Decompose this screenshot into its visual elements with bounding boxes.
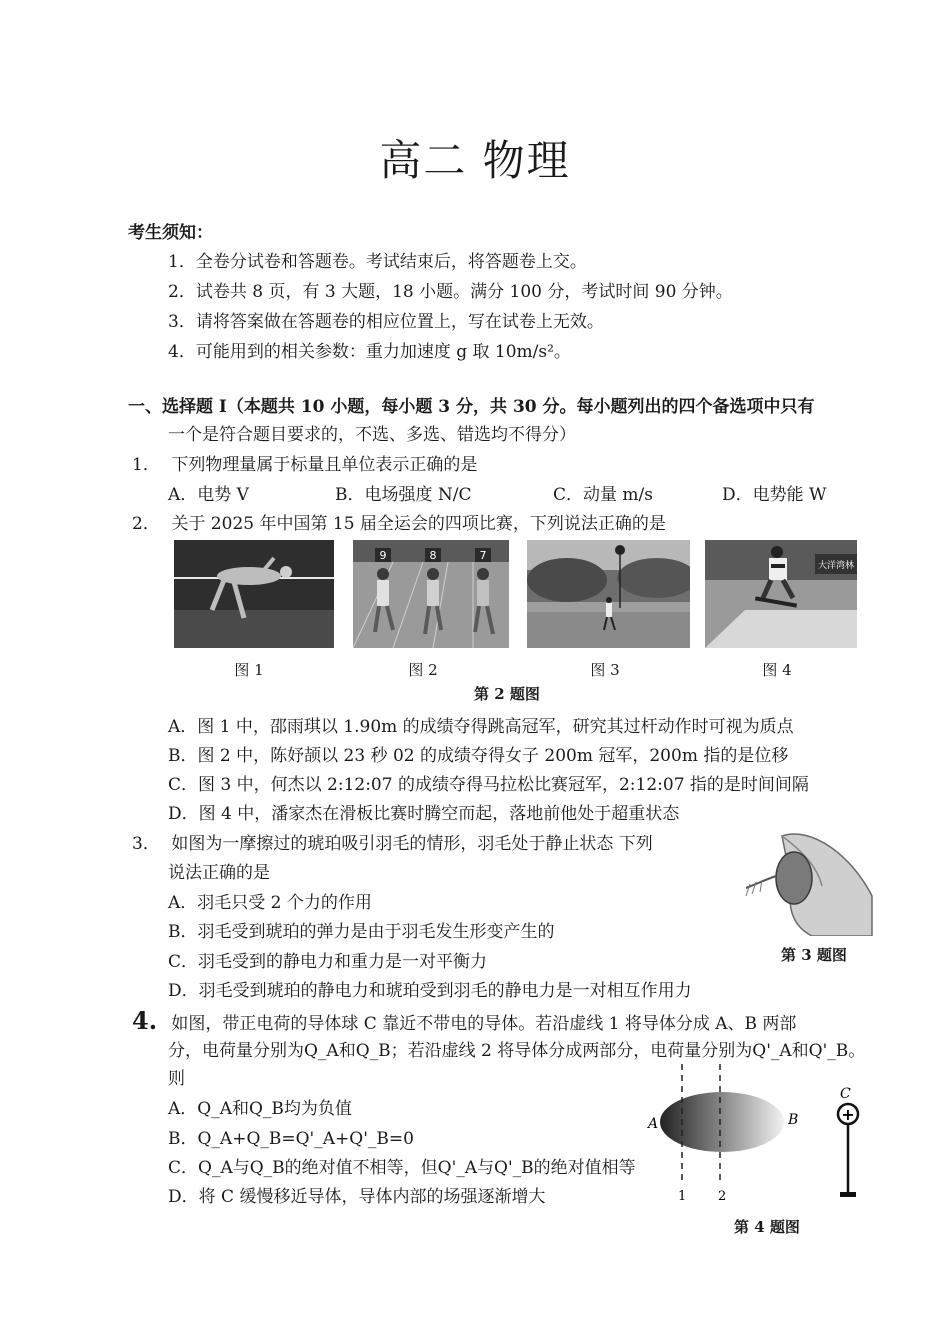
question-4-figure-caption: 第 4 题图 [734, 1218, 800, 1236]
bib-number: 8 [429, 549, 437, 562]
figure-1-high-jump [174, 540, 334, 648]
notice-item-1: 1．全卷分试卷和答题卷。考试结束后，将答题卷上交。 [168, 252, 587, 272]
question-4-stem-line-2: 分，电荷量分别为Q_A和Q_B；若沿虚线 2 将导体分成两部分，电荷量分别为Q'_A和Q'_B。 [168, 1041, 866, 1061]
section-heading-cont: 一个是符合题目要求的，不选、多选、错选均不得分） [168, 425, 576, 445]
banner-text: 大洋湾林 [817, 561, 855, 571]
label-b: B [788, 1112, 799, 1128]
q3-option-a: A．羽毛只受 2 个力的作用 [168, 893, 372, 913]
q3-option-b: B．羽毛受到琥珀的弹力是由于羽毛发生形变产生的 [168, 922, 555, 942]
label-c: C [840, 1086, 851, 1102]
question-number: 3． [132, 834, 160, 854]
bib-number: 9 [379, 549, 387, 562]
notice-item-3: 3．请将答案做在答题卷的相应位置上，写在试卷上无效。 [168, 312, 604, 332]
question-stem: 下列物理量属于标量且单位表示正确的是 [171, 455, 478, 475]
q1-option-b: B．电场强度 N/C [335, 485, 472, 505]
section-heading [128, 396, 815, 418]
label-line-1: 1 [678, 1189, 687, 1204]
label-a: A [648, 1116, 659, 1132]
question-4 [132, 1006, 797, 1035]
q4-option-c: C．Q_A与Q_B的绝对值不相等，但Q'_A与Q'_B的绝对值相等 [168, 1158, 636, 1178]
question-number: 4. [132, 1006, 158, 1035]
q4-option-b: B．Q_A+Q_B=Q'_A+Q'_B=0 [168, 1129, 414, 1149]
figure-4-skateboard [705, 540, 857, 648]
question-3 [132, 833, 653, 855]
section-heading-text: 一、选择题 I（本题共 10 小题，每小题 3 分，共 30 分。每小题列出的四个备选项中只有 [128, 397, 815, 417]
question-number: 1． [132, 455, 160, 475]
figure-1-label: 图 1 [234, 661, 264, 679]
figure-q4-conductor [636, 1062, 876, 1212]
question-4-stem-line-3: 则 [168, 1069, 185, 1089]
q1-option-c: C．动量 m/s [553, 485, 653, 505]
q1-option-a: A．电势 V [168, 485, 249, 505]
question-3-stem-cont: 说法正确的是 [168, 863, 270, 883]
figure-q3-amber-feather [742, 826, 876, 936]
q2-option-b: B．图 2 中，陈妤颉以 23 秒 02 的成绩夺得女子 200m 冠军，200m 指的是位移 [168, 746, 789, 766]
figure-3-marathon [527, 540, 690, 648]
figure-2-sprint [353, 540, 509, 648]
q3-option-c: C．羽毛受到的静电力和重力是一对平衡力 [168, 952, 488, 972]
conductor-body [660, 1092, 784, 1152]
q4-option-a: A．Q_A和Q_B均为负值 [168, 1099, 352, 1119]
q3-option-d: D．羽毛受到琥珀的静电力和琥珀受到羽毛的静电力是一对相互作用力 [168, 981, 692, 1001]
q1-option-d: D．电势能 W [722, 485, 827, 505]
label-line-2: 2 [718, 1189, 727, 1204]
q2-option-a: A．图 1 中，邵雨琪以 1.90m 的成绩夺得跳高冠军，研究其过杆动作时可视为质点 [168, 717, 794, 737]
question-2 [132, 513, 666, 535]
question-2-figure-caption: 第 2 题图 [474, 685, 540, 703]
plus-sign: + [841, 1105, 855, 1124]
q2-option-d: D．图 4 中，潘家杰在滑板比赛时腾空而起，落地前他处于超重状态 [168, 804, 680, 824]
question-stem: 如图，带正电荷的导体球 C 靠近不带电的导体。若沿虚线 1 将导体分成 A、B 两部 [171, 1014, 797, 1034]
question-1 [132, 454, 477, 476]
figure-2-label: 图 2 [408, 661, 438, 679]
notice-item-4: 4．可能用到的相关参数：重力加速度 g 取 10m/s²。 [168, 342, 571, 362]
bib-number: 7 [479, 549, 487, 562]
question-3-figure-caption: 第 3 题图 [781, 946, 847, 964]
figure-3-label: 图 3 [590, 661, 620, 679]
stand-base [840, 1192, 856, 1197]
question-stem: 关于 2025 年中国第 15 届全运会的四项比赛，下列说法正确的是 [171, 514, 666, 534]
notice-item-2: 2．试卷共 8 页，有 3 大题，18 小题。满分 100 分，考试时间 90 分钟。 [168, 282, 733, 302]
q4-option-d: D．将 C 缓慢移近导体，导体内部的场强逐渐增大 [168, 1187, 546, 1207]
figure-4-label: 图 4 [762, 661, 792, 679]
page-title: 高二 物理 [379, 136, 571, 185]
question-stem: 如图为一摩擦过的琥珀吸引羽毛的情形，羽毛处于静止状态 下列 [171, 834, 653, 854]
notice-heading: 考生须知： [128, 223, 213, 243]
question-number: 2． [132, 514, 160, 534]
q2-option-c: C．图 3 中，何杰以 2:12:07 的成绩夺得马拉松比赛冠军，2:12:07 指的是时间间隔 [168, 775, 809, 795]
